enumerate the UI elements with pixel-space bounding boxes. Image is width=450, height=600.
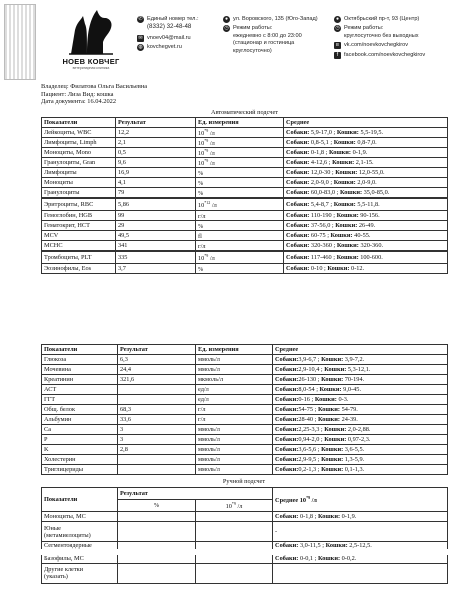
branch-1-address: ул. Воровского, 135 (Юго-Запад)	[233, 16, 318, 22]
unit-cell: %	[196, 220, 284, 230]
table-row	[42, 137, 448, 147]
table-row	[42, 220, 448, 230]
percent-value	[118, 522, 196, 542]
indicator-name: Моноциты	[42, 177, 116, 187]
clock-icon: ◷	[224, 25, 229, 32]
column-header: Среднее	[273, 345, 448, 355]
branch-1-hours-note: (стационар и гостиница	[233, 40, 295, 47]
unit-cell: %	[196, 167, 284, 177]
clinic-logo	[60, 6, 122, 76]
table-row	[42, 395, 448, 405]
result-value: 3	[118, 435, 196, 445]
reference-cell: Собаки: 0,8-5,1 ; Кошки: 0,8-7,0.	[284, 137, 448, 147]
branch-1-hours-note-2: круглосуточно)	[233, 47, 272, 54]
indicator-name: K	[42, 445, 118, 455]
reference-cell: Собаки: 5,9-17,0 ; Кошки: 5,5-19,5.	[284, 127, 448, 137]
manual-count-table	[41, 487, 448, 584]
column-header: Результат	[118, 345, 196, 355]
result-value: 2,1	[116, 137, 196, 147]
reference-cell: Собаки: 117-460 ; Кошки: 100-600.	[284, 251, 448, 263]
table-row	[42, 465, 448, 475]
result-value: 0,5	[116, 147, 196, 157]
absolute-value	[196, 512, 273, 522]
unit-cell: мкмоль/л	[196, 375, 273, 385]
reference-cell: Собаки:3,6-5,6 ; Кошки: 3,6-5,5.	[273, 445, 448, 455]
branch-2-address: Октябрьский пр-т, 93 (Центр)	[344, 16, 420, 22]
reference-cell: Собаки: 3,0-11,5 ; Кошки: 2,5-12,5.	[273, 542, 448, 553]
date-line: Дата документа: 16.04.2022	[41, 98, 117, 106]
reference-cell: Собаки: 5,4-8,7 ; Кошки: 5,5-11,8.	[284, 198, 448, 210]
reference-cell: Собаки: 0-10 ; Кошки: 0-12.	[284, 263, 448, 273]
indicator-name: Глюкоза	[42, 355, 118, 365]
table-row	[42, 415, 448, 425]
table-row	[42, 405, 448, 415]
column-header: Среднее 10$^{*9}$ /л	[273, 488, 448, 512]
indicator-name: P	[42, 435, 118, 445]
indicator-name: Гранулоциты, Gran	[42, 157, 116, 167]
manual-count-section	[41, 476, 447, 584]
unit-cell: г/л	[196, 210, 284, 220]
auto-count-table	[41, 108, 448, 274]
table-row	[42, 542, 448, 553]
result-value	[118, 395, 196, 405]
result-value: 335	[116, 251, 196, 263]
unit-cell: ммоль/л	[196, 425, 273, 435]
percent-value	[118, 563, 196, 583]
reference-cell: Собаки:3,9-6,7 ; Кошки: 3,9-7,2.	[273, 355, 448, 365]
clinic-header	[0, 0, 450, 82]
biochemistry-table	[41, 344, 448, 475]
indicator-name: Моноциты, МС	[42, 512, 118, 522]
column-header: Результат	[116, 117, 196, 127]
table-row	[42, 563, 448, 583]
table-row	[42, 251, 448, 263]
column-header: Ед. измерения	[196, 117, 284, 127]
location-pin-icon: ●	[335, 16, 340, 22]
result-value	[118, 385, 196, 395]
vk-link[interactable]: vk.com/noevkovchegkirov	[344, 42, 409, 49]
indicator-name: Юные (метамиелоциты)	[42, 522, 118, 542]
indicator-name: АСТ	[42, 385, 118, 395]
indicator-name: Другие клетки (указать)	[42, 563, 118, 583]
indicator-name: Тромбоциты, PLT	[42, 251, 116, 263]
reference-cell: -	[273, 522, 448, 542]
reference-cell: Собаки: 0-1,8 ; Кошки: 0-1,9.	[273, 512, 448, 522]
reference-cell: Собаки:0,2-1,3 ; Кошки: 0,1-1,3.	[273, 465, 448, 475]
facebook-icon: f	[334, 52, 341, 59]
website-link[interactable]: kovchegvet.ru	[147, 44, 182, 51]
indicator-name: Мочевина	[42, 365, 118, 375]
reference-cell	[273, 563, 448, 583]
result-value: 4,1	[116, 177, 196, 187]
qr-code-image	[4, 4, 36, 80]
table-row	[42, 552, 448, 563]
result-value: 2,8	[118, 445, 196, 455]
table-row	[42, 455, 448, 465]
manual-count-caption: Ручной подсчет	[222, 478, 266, 485]
unit-cell: 10$^{*9}$ /л	[196, 157, 284, 167]
result-value: 49,5	[116, 230, 196, 240]
absolute-value	[196, 563, 273, 583]
result-value: 321,6	[118, 375, 196, 385]
result-value: 5,86	[116, 198, 196, 210]
table-row	[42, 365, 448, 375]
patient-line: Пациент: Лиза Вид: кошка	[41, 90, 114, 98]
table-row	[42, 230, 448, 240]
unit-cell: 10$^{*9}$ /л	[196, 127, 284, 137]
table-row	[42, 385, 448, 395]
unit-cell: %	[196, 177, 284, 187]
indicator-name: МСНС	[42, 240, 116, 251]
result-value: 6,3	[118, 355, 196, 365]
unit-cell: 10$^{*12}$ /л	[196, 198, 284, 210]
clinic-subtitle: ветеринарная клиника	[72, 66, 110, 70]
vk-icon: в	[334, 42, 341, 49]
unit-cell: 10$^{*9}$ /л	[196, 147, 284, 157]
reference-cell: Собаки:0,94-2,0 ; Кошки: 0,97-2,3.	[273, 435, 448, 445]
result-value: 9,6	[116, 157, 196, 167]
reference-cell: Собаки: 12,0-30 ; Кошки: 12,0-55,0.	[284, 167, 448, 177]
table-row	[42, 263, 448, 273]
phone-icon: ✆	[138, 16, 143, 22]
phone-number[interactable]: (8332) 32-48-48	[147, 23, 192, 31]
column-header-absolute: 10$^{*9}$ /л	[196, 500, 273, 512]
result-value: 16,9	[116, 167, 196, 177]
facebook-link[interactable]: facebook.com/noevkovchegkirov	[344, 51, 426, 58]
table-row	[42, 210, 448, 220]
indicator-name: Общ. белок	[42, 405, 118, 415]
result-value: 24,4	[118, 365, 196, 375]
result-value: 3	[118, 425, 196, 435]
auto-count-caption: Автоматический подсчет	[42, 108, 448, 117]
indicator-name: MCV	[42, 230, 116, 240]
reference-cell: Собаки: 320-360 ; Кошки: 320-360.	[284, 240, 448, 251]
indicator-name: Моноциты, Mono	[42, 147, 116, 157]
unit-cell: 10$^{*9}$ /л	[196, 251, 284, 263]
indicator-name: Ca	[42, 425, 118, 435]
reference-cell: Собаки:28-40 ; Кошки: 24-39.	[273, 415, 448, 425]
indicator-name: Креатинин	[42, 375, 118, 385]
absolute-value	[196, 552, 273, 563]
reference-cell: Собаки:0-16 ; Кошки: 0-3.	[273, 395, 448, 405]
indicator-name: Лимфоциты, Limph	[42, 137, 116, 147]
table-row	[42, 198, 448, 210]
result-value: 341	[116, 240, 196, 251]
result-value	[118, 465, 196, 475]
table-row	[42, 435, 448, 445]
unit-cell: г/л	[196, 415, 273, 425]
result-value: 3,7	[116, 263, 196, 273]
unit-cell: ед/л	[196, 395, 273, 405]
unit-cell: ед/л	[196, 385, 273, 395]
document-meta	[41, 83, 147, 106]
owner-line: Владелец: Филатова Ольга Васильевна	[41, 83, 148, 90]
column-header: Показатели	[42, 117, 116, 127]
branch-2-hours: круглосуточно без выходных	[344, 32, 419, 39]
column-header: Результат	[118, 488, 273, 500]
absolute-value	[196, 522, 273, 542]
column-header: Показатели	[42, 488, 118, 512]
column-header-percent: %	[118, 500, 196, 512]
clinic-name: НОЕВ КОВЧЕГ	[62, 57, 120, 66]
result-value: 99	[116, 210, 196, 220]
reference-cell: Собаки: 37-56,0 ; Кошки: 26-49.	[284, 220, 448, 230]
indicator-name: Лейкоциты, WBC	[42, 127, 116, 137]
result-value: 33,6	[118, 415, 196, 425]
percent-value	[118, 512, 196, 522]
branch-2-hours-label: Режим работы:	[344, 25, 384, 32]
table-row	[42, 522, 448, 542]
unit-cell: ммоль/л	[196, 455, 273, 465]
unit-cell: г/л	[196, 240, 284, 251]
branch-2-column	[334, 16, 448, 61]
email-link[interactable]: vnoev04@mail.ru	[147, 34, 191, 41]
column-header: Среднее	[284, 117, 448, 127]
reference-cell: Собаки: 60-75 ; Кошки: 40-55.	[284, 230, 448, 240]
table-row	[42, 240, 448, 251]
biochemistry-section	[41, 344, 447, 475]
mail-icon: ✉	[138, 34, 143, 41]
contact-column	[137, 16, 221, 54]
result-value: 68,3	[118, 405, 196, 415]
table-row	[42, 375, 448, 385]
unit-cell: ммоль/л	[196, 435, 273, 445]
table-row	[42, 355, 448, 365]
reference-cell: Собаки:2,25-3,3 ; Кошки: 2,0-2,88.	[273, 425, 448, 435]
reference-cell: Собаки: 0-1,8 ; Кошки: 0-1,9.	[284, 147, 448, 157]
indicator-name: Холестерин	[42, 455, 118, 465]
indicator-name: Сегментоядерные	[42, 542, 118, 553]
unit-cell: ммоль/л	[196, 445, 273, 455]
clock-icon: ◷	[335, 25, 340, 32]
indicator-name: ГГТ	[42, 395, 118, 405]
result-value: 12,2	[116, 127, 196, 137]
branch-1-hours: ежедневно с 8:00 до 23:00	[233, 32, 302, 39]
percent-value	[118, 542, 196, 553]
phone-label: Единый номер тел.:	[147, 16, 199, 22]
column-header: Показатели	[42, 345, 118, 355]
unit-cell: ммоль/л	[196, 355, 273, 365]
unit-cell: г/л	[196, 405, 273, 415]
indicator-name: Эритроциты, RBC	[42, 198, 116, 210]
auto-count-section	[41, 108, 447, 274]
table-row	[42, 445, 448, 455]
table-row	[42, 157, 448, 167]
branch-1-column	[223, 16, 323, 57]
table-row	[42, 425, 448, 435]
result-value	[118, 455, 196, 465]
indicator-name: Гематокрит, HCT	[42, 220, 116, 230]
ark-animals-icon	[65, 6, 117, 56]
table-row	[42, 167, 448, 177]
reference-cell: Собаки: 60,0-83,0 ; Кошки: 35,0-85,0.	[284, 188, 448, 199]
indicator-name: Триглицериды	[42, 465, 118, 475]
globe-icon: ◍	[138, 44, 143, 51]
unit-cell: ммоль/л	[196, 365, 273, 375]
table-row	[42, 147, 448, 157]
absolute-value	[196, 542, 273, 553]
reference-cell: Собаки: 0-0,1 ; Кошки: 0-0,2.	[273, 552, 448, 563]
indicator-name: Гемоглобин, HGB	[42, 210, 116, 220]
indicator-name: Базофилы, МС	[42, 552, 118, 563]
percent-value	[118, 552, 196, 563]
table-row	[42, 177, 448, 187]
result-value: 79	[116, 188, 196, 199]
location-pin-icon: ●	[224, 16, 229, 22]
reference-cell: Собаки:8,0-54 ; Кошки: 9,0-45.	[273, 385, 448, 395]
unit-cell: fl	[196, 230, 284, 240]
column-header: Ед. измерения	[196, 345, 273, 355]
reference-cell: Собаки:2,9-9,5 ; Кошки: 1,3-5,9.	[273, 455, 448, 465]
reference-cell: Собаки: 4-12,6 ; Кошки: 2,1-15.	[284, 157, 448, 167]
reference-cell: Собаки:54-75 ; Кошки: 54-79.	[273, 405, 448, 415]
indicator-name: Лимфоциты	[42, 167, 116, 177]
indicator-name: Гранулоциты	[42, 188, 116, 199]
reference-cell: Собаки:26-130 ; Кошки: 70-194.	[273, 375, 448, 385]
unit-cell: ммоль/л	[196, 465, 273, 475]
table-row	[42, 512, 448, 522]
table-row	[42, 127, 448, 137]
indicator-name: Альбумин	[42, 415, 118, 425]
reference-cell: Собаки: 110-190 ; Кошки: 90-156.	[284, 210, 448, 220]
result-value: 29	[116, 220, 196, 230]
unit-cell: %	[196, 188, 284, 199]
unit-cell: %	[196, 263, 284, 273]
reference-cell: Собаки:2,9-10,4 ; Кошки: 5,3-12,1.	[273, 365, 448, 375]
unit-cell: 10$^{*9}$ /л	[196, 137, 284, 147]
reference-cell: Собаки: 2,0-9,0 ; Кошки: 2,0-9,0.	[284, 177, 448, 187]
branch-1-hours-label: Режим работы:	[233, 25, 273, 32]
indicator-name: Эозинофилы, Eos	[42, 263, 116, 273]
table-row	[42, 188, 448, 199]
